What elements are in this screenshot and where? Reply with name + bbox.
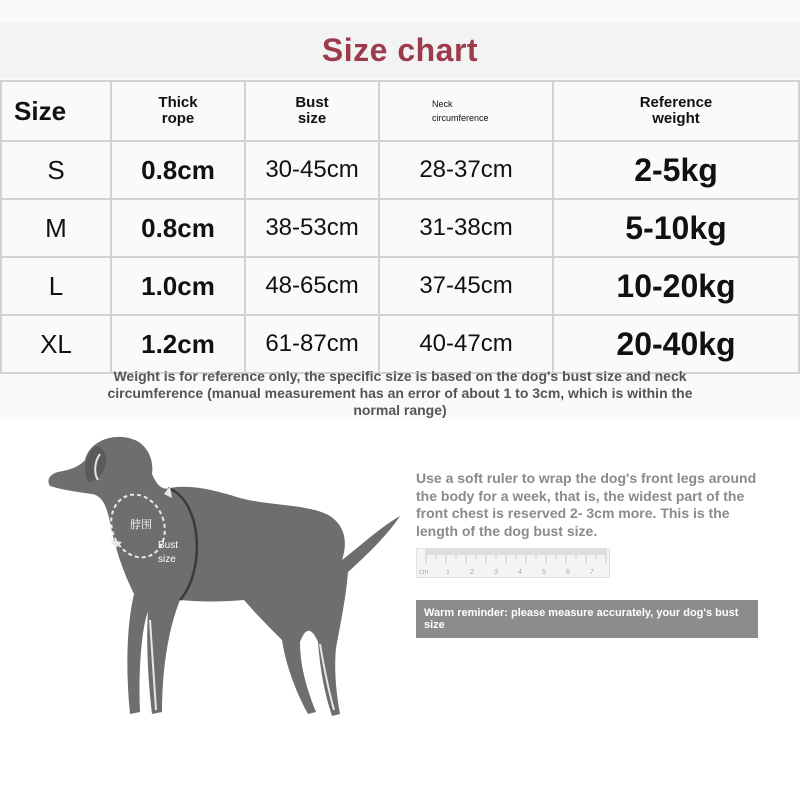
cell-rope: 0.8cm bbox=[111, 199, 245, 257]
cell-size: XL bbox=[1, 315, 111, 373]
size-table bbox=[0, 80, 800, 374]
table-row bbox=[1, 141, 799, 199]
cell-bust: 38-53cm bbox=[245, 199, 379, 257]
ruler-number: 3 bbox=[494, 569, 498, 576]
cell-bust: 30-45cm bbox=[245, 141, 379, 199]
ruler-icon bbox=[416, 548, 610, 578]
page-title: Size chart bbox=[321, 31, 479, 68]
header-reference-weight: Reference weight bbox=[553, 81, 799, 141]
cell-weight: 10-20kg bbox=[553, 257, 799, 315]
cell-neck: 37-45cm bbox=[379, 257, 553, 315]
dog-silhouette-icon bbox=[48, 437, 400, 716]
cell-size: L bbox=[1, 257, 111, 315]
header-neck-circumference: Neck circumference bbox=[379, 81, 553, 141]
ruler-number: 4 bbox=[518, 569, 522, 576]
cell-weight: 20-40kg bbox=[553, 315, 799, 373]
cell-weight: 2-5kg bbox=[553, 141, 799, 199]
ruler-number: 5 bbox=[542, 569, 546, 576]
cell-size: M bbox=[1, 199, 111, 257]
cell-bust: 61-87cm bbox=[245, 315, 379, 373]
bust-label-line-2: size bbox=[158, 554, 176, 565]
cell-rope: 0.8cm bbox=[111, 141, 245, 199]
ruler-number: 2 bbox=[470, 569, 474, 576]
cell-neck: 28-37cm bbox=[379, 141, 553, 199]
cell-size: S bbox=[1, 141, 111, 199]
cell-weight: 5-10kg bbox=[553, 199, 799, 257]
table-row bbox=[1, 199, 799, 257]
table-row bbox=[1, 257, 799, 315]
ruler-unit-label: cm bbox=[419, 569, 429, 576]
bust-label-line-1: Bust bbox=[158, 540, 179, 551]
reference-note: Weight is for reference only, the specific size is based on the dog's bust size and neck circumference (manual measurement has an error of about 1 to 3cm, which is within the normal range) bbox=[107, 368, 693, 418]
cell-rope: 1.0cm bbox=[111, 257, 245, 315]
table-row bbox=[1, 315, 799, 373]
ruler-number: 6 bbox=[566, 569, 570, 576]
header-bust-size: Bust size bbox=[245, 81, 379, 141]
warm-reminder-box: Warm reminder: please measure accurately, your dog's bust size bbox=[416, 600, 758, 638]
ruler-number: 1 bbox=[446, 569, 450, 576]
ruler-number: 7 bbox=[590, 569, 594, 576]
cell-rope: 1.2cm bbox=[111, 315, 245, 373]
cell-bust: 48-65cm bbox=[245, 257, 379, 315]
neck-label: 脖围 bbox=[130, 518, 152, 531]
cell-neck: 31-38cm bbox=[379, 199, 553, 257]
measurement-instructions: Use a soft ruler to wrap the dog's front legs around the body for a week, that is, the widest part of the front chest is reserved 2- 3cm more. This is the length of the dog bust size. bbox=[416, 470, 757, 539]
title-bar bbox=[0, 22, 800, 78]
header-thick-rope: Thick rope bbox=[111, 81, 245, 141]
table-header-row bbox=[1, 81, 799, 141]
header-size: Size bbox=[1, 81, 111, 141]
cell-neck: 40-47cm bbox=[379, 315, 553, 373]
dog-measurement-diagram bbox=[30, 430, 410, 740]
